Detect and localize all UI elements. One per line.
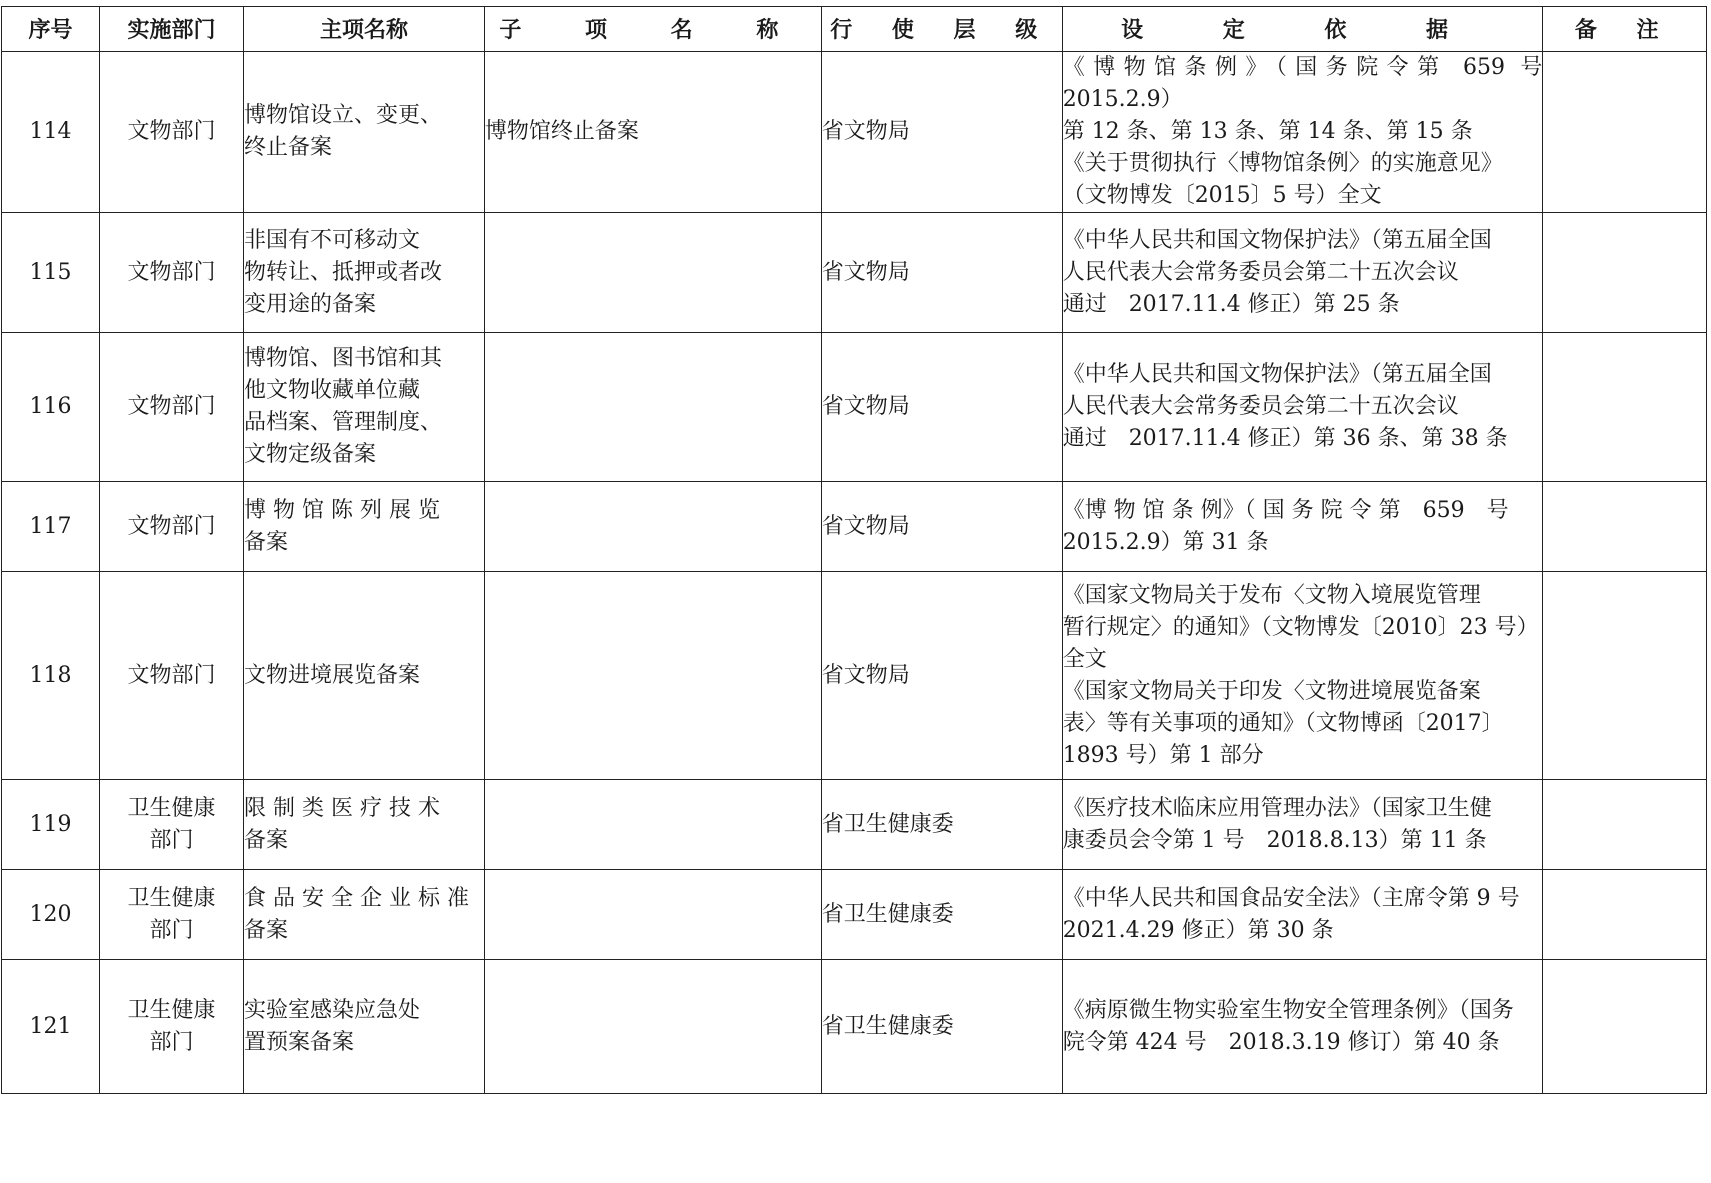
header-note: 备 注 <box>1543 7 1707 52</box>
row-number: 120 <box>2 870 100 960</box>
sub-item-cell <box>484 572 821 780</box>
sub-item-cell <box>484 213 821 333</box>
note-cell <box>1543 780 1707 870</box>
table-row <box>2 870 1707 960</box>
row-number: 118 <box>2 572 100 780</box>
department-cell: 文物部门 <box>100 572 244 780</box>
sub-item-cell: 博物馆终止备案 <box>484 52 821 213</box>
level-cell: 省文物局 <box>821 482 1062 572</box>
header-sub: 子 项 名 称 <box>484 7 821 52</box>
note-cell <box>1543 52 1707 213</box>
header-level: 行 使 层 级 <box>821 7 1062 52</box>
main-item-cell: 限 制 类 医 疗 技 术 备案 <box>244 780 485 870</box>
basis-cell: 《中华人民共和国食品安全法》（主席令第 9 号 2021.4.29 修正）第 30 条 <box>1062 870 1543 960</box>
department-cell: 文物部门 <box>100 52 244 213</box>
table-row <box>2 333 1707 482</box>
level-cell: 省文物局 <box>821 572 1062 780</box>
sub-item-cell <box>484 333 821 482</box>
table-row <box>2 482 1707 572</box>
basis-cell: 《中华人民共和国文物保护法》（第五届全国 人民代表大会常务委员会第二十五次会议 通过 2017.11.4 修正）第 36 条、第 38 条 <box>1062 333 1543 482</box>
basis-cell: 《博物馆条例》（国务院令第 659 号 2015.2.9） 第 12 条、第 13 条、第 14 条、第 15 条 《关于贯彻执行〈博物馆条例〉的实施意见》 （文物博发〔2015〕5 号）全文 <box>1062 52 1543 213</box>
department-cell: 卫生健康 部门 <box>100 870 244 960</box>
department-cell: 卫生健康 部门 <box>100 960 244 1094</box>
row-number: 115 <box>2 213 100 333</box>
level-cell: 省文物局 <box>821 52 1062 213</box>
table-row <box>2 780 1707 870</box>
main-item-cell: 文物进境展览备案 <box>244 572 485 780</box>
main-item-cell: 实验室感染应急处 置预案备案 <box>244 960 485 1094</box>
table-row <box>2 960 1707 1094</box>
row-number: 114 <box>2 52 100 213</box>
header-dept: 实施部门 <box>100 7 244 52</box>
main-item-cell: 博物馆设立、变更、 终止备案 <box>244 52 485 213</box>
level-cell: 省卫生健康委 <box>821 780 1062 870</box>
sub-item-cell <box>484 960 821 1094</box>
level-cell: 省文物局 <box>821 213 1062 333</box>
row-number: 119 <box>2 780 100 870</box>
header-row <box>2 7 1707 52</box>
sub-item-cell <box>484 870 821 960</box>
main-item-cell: 非国有不可移动文 物转让、抵押或者改 变用途的备案 <box>244 213 485 333</box>
basis-cell: 《医疗技术临床应用管理办法》（国家卫生健 康委员会令第 1 号 2018.8.13）第 11 条 <box>1062 780 1543 870</box>
main-item-cell: 博物馆、图书馆和其 他文物收藏单位藏 品档案、管理制度、 文物定级备案 <box>244 333 485 482</box>
filing-items-table <box>1 6 1707 1094</box>
table-row <box>2 572 1707 780</box>
department-cell: 文物部门 <box>100 482 244 572</box>
basis-cell: 《中华人民共和国文物保护法》（第五届全国 人民代表大会常务委员会第二十五次会议 通过 2017.11.4 修正）第 25 条 <box>1062 213 1543 333</box>
level-cell: 省文物局 <box>821 333 1062 482</box>
note-cell <box>1543 333 1707 482</box>
note-cell <box>1543 213 1707 333</box>
row-number: 117 <box>2 482 100 572</box>
level-cell: 省卫生健康委 <box>821 960 1062 1094</box>
sub-item-cell <box>484 482 821 572</box>
header-main: 主项名称 <box>244 7 485 52</box>
row-number: 116 <box>2 333 100 482</box>
level-cell: 省卫生健康委 <box>821 870 1062 960</box>
basis-cell: 《病原微生物实验室生物安全管理条例》（国务 院令第 424 号 2018.3.19 修订）第 40 条 <box>1062 960 1543 1094</box>
row-number: 121 <box>2 960 100 1094</box>
table-row <box>2 213 1707 333</box>
table-row <box>2 52 1707 213</box>
main-item-cell: 博 物 馆 陈 列 展 览 备案 <box>244 482 485 572</box>
header-num: 序号 <box>2 7 100 52</box>
department-cell: 文物部门 <box>100 213 244 333</box>
basis-cell: 《国家文物局关于发布〈文物入境展览管理 暂行规定〉的通知》（文物博发〔2010〕23 号） 全文 《国家文物局关于印发〈文物进境展览备案 表〉等有关事项的通知》（文物博函〔2017〕 1893 号）第 1 部分 <box>1062 572 1543 780</box>
basis-cell: 《博 物 馆 条 例》（ 国 务 院 令 第 659 号 2015.2.9）第 31 条 <box>1062 482 1543 572</box>
note-cell <box>1543 960 1707 1094</box>
note-cell <box>1543 482 1707 572</box>
department-cell: 文物部门 <box>100 333 244 482</box>
sub-item-cell <box>484 780 821 870</box>
department-cell: 卫生健康 部门 <box>100 780 244 870</box>
main-item-cell: 食 品 安 全 企 业 标 准 备案 <box>244 870 485 960</box>
note-cell <box>1543 572 1707 780</box>
header-basis: 设 定 依 据 <box>1062 7 1543 52</box>
note-cell <box>1543 870 1707 960</box>
